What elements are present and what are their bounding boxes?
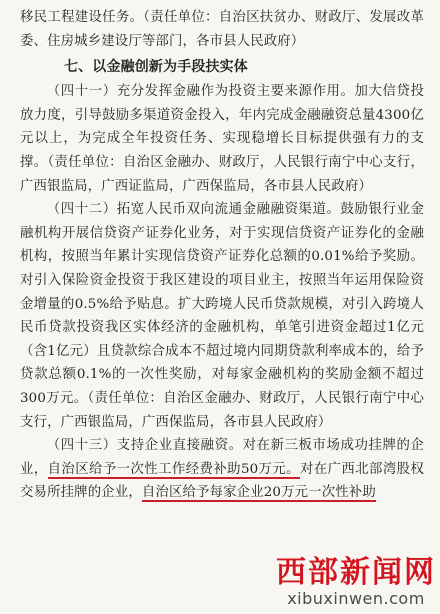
paragraph-41: （四十一）充分发挥金融作为投资主要来源作用。加大信贷投放力度，引导鼓励多渠道资金投入，年内完成金融融资总量4300亿元以上，为完成全年投资任务、实现稳增长目标提供强有力的支撑。（责任单位：自治区金融办、财政厅，人民银行南宁中心支行，广西银监局，广西证监局，广西保监局，各市县人民政府） [20,84,424,194]
watermark-en: xibuxinwen.com [287,589,425,608]
paragraph-42: （四十二）拓宽人民币双向流通金融融资渠道。鼓励银行业金融机构开展信贷资产证券化业务，对于实现信贷资产证券化的金融机构，按照当年累计实现信贷资产证券化总额的0.01%给予奖励。对引入保险资金投资于我区建设的项目业主，按照当年运用保险资金增量的0.5%给予贴息。扩大跨境人民币贷款规模，对引入跨境人民币贷款投资我区实体经济的金融机构，单笔引进资金超过1亿元（含1亿元）且贷款综合成本不超过境内同期贷款利率成本的，给予贷款总额0.1%的一次性奖励，对每家金融机构的奖励金额不超过300万元。（责任单位：自治区金融办、财政厅，人民银行南宁中心支行，广西银监局，广西保监局，各市县人民政府） [20,202,424,430]
watermark-logo [276,556,436,612]
paragraph-43-text-a: （四十三）支持企业直接融资。对在新三板市场成功挂牌的企业， [20,438,424,477]
underlined-subsidy-50: 自治区给予一次性工作经费补助50万元。 [47,461,300,477]
paragraph-43 [20,434,424,505]
underlined-subsidy-20: 自治区给予每家企业20万元一次性补助 [141,485,376,501]
paragraph-intro: 移民工程建设任务。（责任单位：自治区扶贫办、财政厅、发展改革委、住房城乡建设厅等部门，各市县人民政府） [20,10,424,49]
paragraph-43-text-b: 对在广西北部湾股权交易所挂牌的企业， [20,461,424,501]
watermark-cn: 西部新闻网 [276,555,436,590]
section-heading: 七、以金融创新为手段扶实体 [64,59,248,76]
